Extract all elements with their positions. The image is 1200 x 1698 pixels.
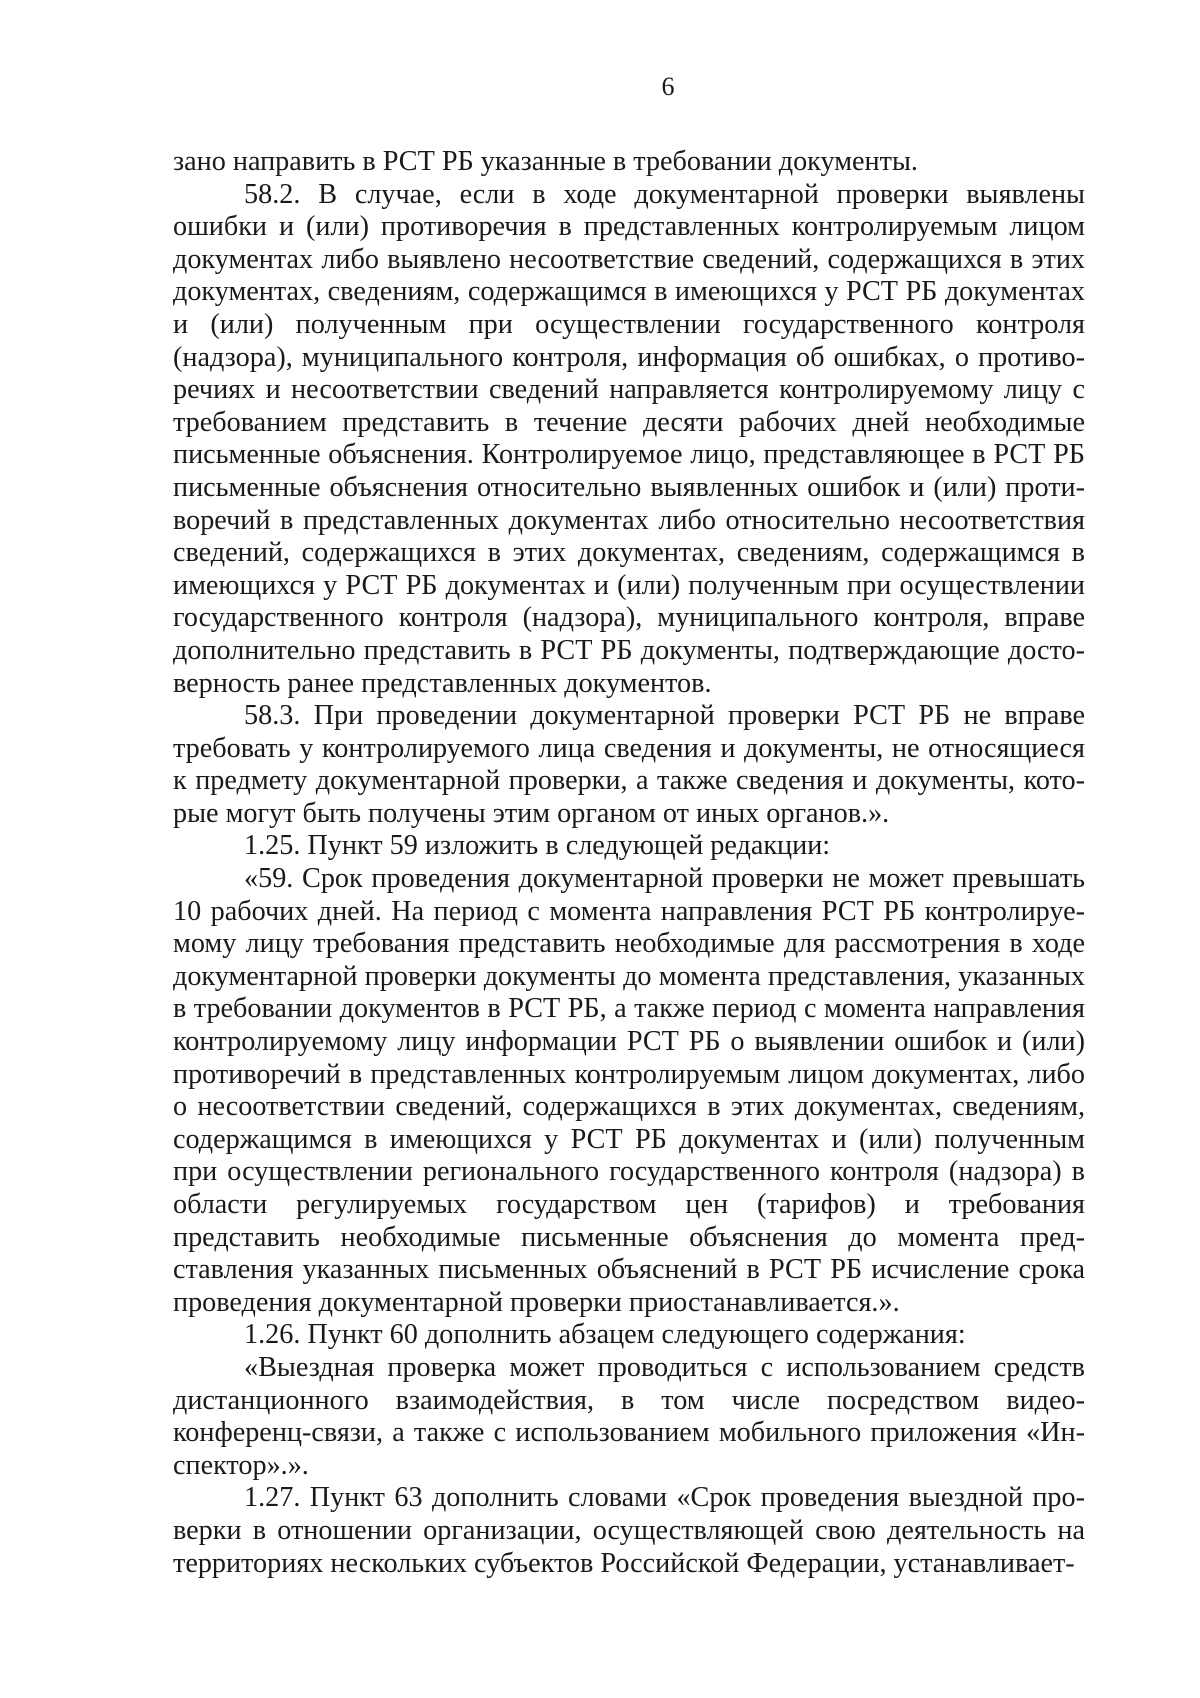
document-body [173, 146, 1085, 1580]
paragraph-58-2: 58.2. В случае, если в ходе документарной проверки выявлены ошибки и (или) противоречия в представленных контролируемым лицом документах либо выявлено несоответствие сведений, содержащихся в этих документах, сведениям, содержащимся в имеющихся у РСТ РБ документах и (или) полученным при осуществлении государственного контроля (надзора), муниципального контроля, информация об ошибках, о противоречиях и несоответствии сведений направляется контролируемому лицу с требованием представить в течение десяти рабочих дней необходимые письменные объяснения. Контролируемое лицо, представляющее в РСТ РБ письменные объяснения относительно выявленных ошибок и (или) противоречий в представленных документах либо относительно несоответствия сведений, содержащихся в этих документах, сведениям, содержащимся в имеющихся у РСТ РБ документах и (или) полученным при осуществлении государственного контроля (надзора), муниципального контроля, вправе дополнительно представить в РСТ РБ документы, подтверждающие достоверность ранее представленных документов. [173, 178, 1085, 699]
page-number: 6 [661, 72, 675, 101]
paragraph-60-addition: «Выездная проверка может проводиться с использованием средств дистанционного взаимодействия, в том числе посредством видеоконференц-связи, а также с использованием мобильного приложения «Инспектор».». [173, 1351, 1085, 1481]
paragraph-1-27: 1.27. Пункт 63 дополнить словами «Срок проведения выездной проверки в отношении организации, осуществляющей свою деятельность на территориях нескольких субъектов Российской Федерации, устанавливает- [173, 1482, 1085, 1579]
paragraph-1-26: 1.26. Пункт 60 дополнить абзацем следующего содержания: [244, 1319, 966, 1351]
paragraph-1-25: 1.25. Пункт 59 изложить в следующей редакции: [244, 830, 831, 862]
paragraph-58-3: 58.3. При проведении документарной проверки РСТ РБ не вправе требовать у контролируемого лица сведения и документы, не относящиеся к предмету документарной проверки, а также сведения и документы, которые могут быть получены этим органом от иных органов.». [173, 700, 1085, 829]
paragraph-59: «59. Срок проведения документарной проверки не может превышать 10 рабочих дней. На период с момента направления РСТ РБ контролируемому лицу требования представить необходимые для рассмотрения в ходе документарной проверки документы до момента представления, указанных в требовании документов в РСТ РБ, а также период с момента направления контролируемому лицу информации РСТ РБ о выявлении ошибок и (или) противоречий в представленных контролируемым лицом документах, либо о несоответствии сведений, содержащихся в этих документах, сведениям, содержащимся в имеющихся у РСТ РБ документах и (или) полученным при осуществлении регионального государственного контроля (надзора) в области регулируемых государством цен (тарифов) и требования представить необходимые письменные объяснения до момента представления указанных письменных объяснений в РСТ РБ исчисление срока проведения документарной проверки приостанавливается.». [173, 863, 1085, 1318]
paragraph-continuation: зано направить в РСТ РБ указанные в требовании документы. [173, 146, 918, 177]
